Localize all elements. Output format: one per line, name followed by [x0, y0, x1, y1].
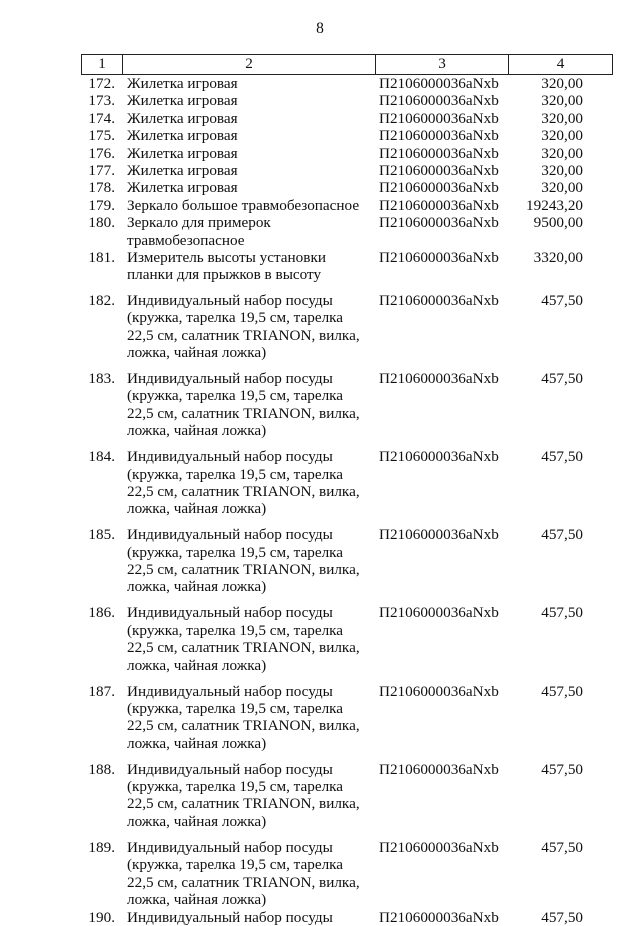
item-amount: 457,50 — [541, 370, 583, 387]
item-name: Зеркало для примерок травмобезопасное — [127, 214, 271, 249]
item-name: Жилетка игровая — [127, 92, 238, 110]
item-amount: 320,00 — [541, 75, 583, 92]
item-name: Индивидуальный набор посуды (кружка, тарелка 19,5 см, тарелка 22,5 см, салатник TRIANON, вилка, ложка, чайная ложка) — [127, 291, 360, 362]
row-number: 187. — [88, 682, 115, 700]
item-name: Индивидуальный набор посуды (кружка, тарелка 19,5 см, тарелка 22,5 см, салатник TRIANON, вилка, ложка, чайная ложка) — [127, 604, 360, 674]
row-number: 179. — [88, 196, 115, 214]
table-row — [81, 909, 613, 926]
table-row — [81, 179, 613, 196]
item-amount: 320,00 — [541, 179, 583, 197]
row-number: 174. — [88, 109, 115, 127]
item-name: Зеркало большое травмобезопасное — [127, 196, 360, 214]
row-number: 177. — [88, 162, 115, 180]
item-code: П2106000036aNxb — [379, 127, 499, 145]
table-row — [81, 440, 613, 518]
item-name: Индивидуальный набор посуды (кружка, тарелка 19,5 см, тарелка 22,5 см, салатник TRIANON, вилка, ложка, чайная ложка) — [127, 838, 360, 908]
row-number: 180. — [88, 214, 115, 232]
item-name: Индивидуальный набор посуды (кружка, тарелка 19,5 см, тарелка 22,5 см, салатник TRIANON, вилка, ложка, чайная ложка) — [127, 682, 360, 752]
item-amount: 3320,00 — [533, 249, 583, 267]
item-amount: 457,50 — [541, 838, 583, 856]
item-code: П2106000036aNxb — [379, 162, 499, 180]
table-row — [81, 162, 613, 179]
page-number: 8 — [316, 20, 324, 37]
item-name: Жилетка игровая — [127, 179, 238, 197]
item-code: П2106000036aNxb — [379, 291, 499, 309]
table-row — [81, 249, 613, 284]
row-number: 189. — [88, 838, 115, 856]
item-amount: 320,00 — [541, 109, 583, 127]
item-amount: 457,50 — [541, 908, 583, 926]
item-code: П2106000036aNxb — [379, 249, 499, 267]
item-code: П2106000036aNxb — [379, 179, 499, 197]
table-row — [81, 110, 613, 127]
item-name: Жилетка игровая — [127, 75, 238, 92]
item-code: П2106000036aNxb — [379, 526, 499, 544]
table-row — [81, 92, 613, 109]
item-amount: 320,00 — [541, 92, 583, 110]
table-row — [81, 753, 613, 831]
row-number: 184. — [88, 448, 115, 466]
row-number: 172. — [88, 75, 115, 92]
item-name: Жилетка игровая — [127, 144, 238, 162]
item-code: П2106000036aNxb — [379, 75, 499, 92]
header-col-3: 3 — [376, 55, 509, 74]
header-col-4: 4 — [556, 55, 565, 72]
row-number: 175. — [88, 127, 115, 145]
item-name: Индивидуальный набор посуды (кружка, тарелка 19,5 см, тарелка 22,5 см, салатник TRIANON, вилка, ложка, чайная ложка) — [127, 526, 360, 596]
item-amount: 320,00 — [541, 162, 583, 180]
item-name: Индивидуальный набор посуды (кружка, тарелка 19,5 см, тарелка 22,5 см, салатник TRIANON, вилка, ложка, чайная ложка) — [127, 760, 360, 830]
item-code: П2106000036aNxb — [379, 144, 499, 162]
row-number: 186. — [88, 604, 115, 622]
item-amount: 457,50 — [541, 448, 583, 466]
item-name: Жилетка игровая — [127, 109, 238, 127]
item-amount: 320,00 — [541, 127, 583, 145]
row-number: 190. — [88, 908, 115, 926]
table-row — [81, 284, 613, 362]
item-code: П2106000036aNxb — [379, 109, 499, 127]
table-row — [81, 596, 613, 674]
item-amount: 320,00 — [541, 144, 583, 162]
item-code: П2106000036aNxb — [379, 838, 499, 856]
table-row — [81, 831, 613, 909]
table-row — [81, 675, 613, 753]
table-row — [81, 518, 613, 596]
item-name: Жилетка игровая — [127, 127, 238, 145]
row-number: 188. — [88, 760, 115, 778]
table-header — [81, 54, 613, 75]
table-row — [81, 75, 613, 92]
row-number: 183. — [88, 370, 115, 387]
item-amount: 457,50 — [541, 682, 583, 700]
row-number: 182. — [88, 291, 115, 309]
table-row — [81, 362, 613, 440]
item-code: П2106000036aNxb — [379, 908, 499, 926]
item-amount: 9500,00 — [533, 214, 583, 232]
row-number: 176. — [88, 144, 115, 162]
item-name: Жилетка игровая — [127, 162, 238, 180]
item-amount: 457,50 — [541, 291, 583, 309]
item-code: П2106000036aNxb — [379, 448, 499, 466]
item-code: П2106000036aNxb — [379, 682, 499, 700]
table-row — [81, 197, 613, 214]
row-number: 181. — [88, 249, 115, 267]
table-row — [81, 127, 613, 144]
item-amount: 457,50 — [541, 604, 583, 622]
table-body — [81, 75, 613, 926]
item-code: П2106000036aNxb — [379, 760, 499, 778]
header-col-1: 1 — [82, 55, 123, 74]
item-code: П2106000036aNxb — [379, 196, 499, 214]
inventory-table — [81, 54, 613, 926]
row-number: 185. — [88, 526, 115, 544]
item-name: Индивидуальный набор посуды (кружка, тарелка 19,5 см, тарелка 22,5 см, салатник TRIANON, вилка, ложка, чайная ложка) — [127, 448, 360, 518]
item-name: Измеритель высоты установки планки для прыжков в высоту — [127, 249, 326, 284]
item-code: П2106000036aNxb — [379, 214, 499, 232]
item-name: Индивидуальный набор посуды (кружка, тарелка 19,5 см, тарелка 22,5 см, салатник TRIANON, вилка, ложка, чайная ложка) — [127, 370, 360, 440]
item-amount: 457,50 — [541, 526, 583, 544]
table-row — [81, 214, 613, 249]
table-row — [81, 145, 613, 162]
item-amount: 19243,20 — [526, 196, 583, 214]
item-code: П2106000036aNxb — [379, 92, 499, 110]
item-amount: 457,50 — [541, 760, 583, 778]
row-number: 173. — [88, 92, 115, 110]
item-code: П2106000036aNxb — [379, 604, 499, 622]
header-col-2: 2 — [123, 55, 376, 74]
item-name: Индивидуальный набор посуды — [127, 908, 333, 926]
item-code: П2106000036aNxb — [379, 370, 499, 387]
row-number: 178. — [88, 179, 115, 197]
